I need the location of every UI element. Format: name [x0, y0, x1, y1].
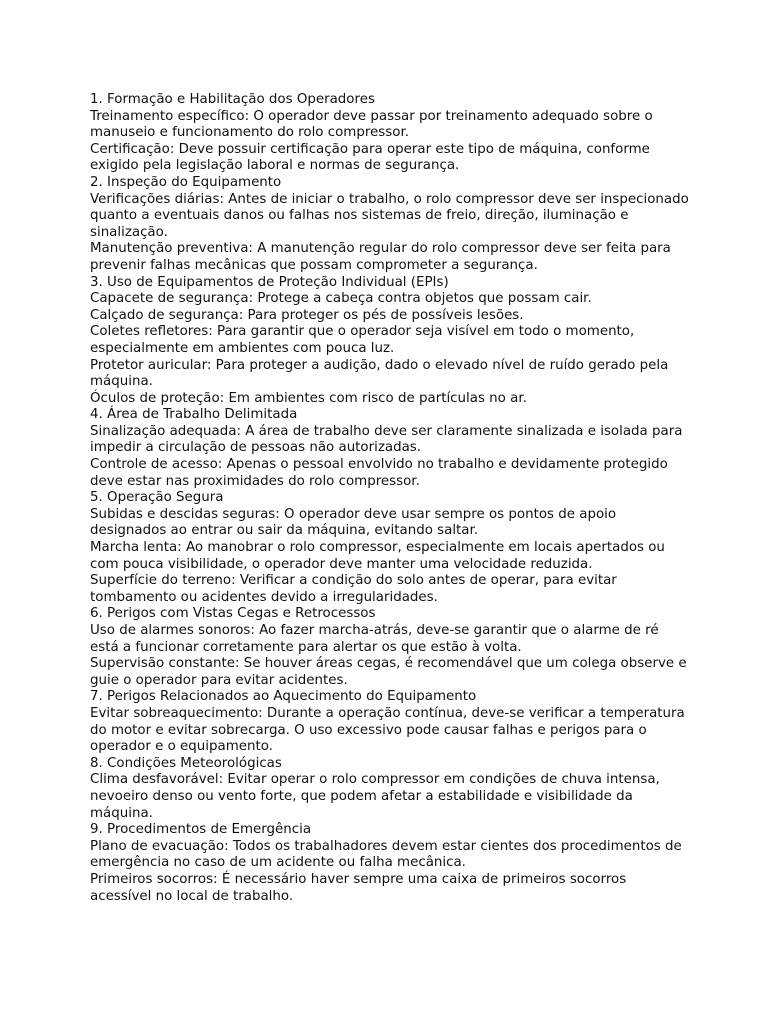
section-heading: 7. Perigos Relacionados ao Aquecimento do Equipamento — [90, 689, 477, 705]
paragraph: Treinamento específico: O operador deve passar por treinamento adequado sobre o manuseio e funcionamento do rolo compressor. — [90, 108, 657, 141]
paragraph: Protetor auricular: Para proteger a audição, dado o elevado nível de ruído gerado pela máquina. — [90, 357, 673, 390]
document-body — [90, 92, 694, 905]
section-heading: 2. Inspeção do Equipamento — [90, 174, 282, 190]
paragraph: Evitar sobreaquecimento: Durante a operação contínua, deve-se verificar a temperatura do motor e evitar sobrecarga. O uso excessivo pode causar falhas e perigos para o operador e o equipamento. — [90, 705, 690, 755]
paragraph: Supervisão constante: Se houver áreas cegas, é recomendável que um colega observe e guie o operador para evitar acidentes. — [90, 656, 691, 688]
paragraph: Calçado de segurança: Para proteger os pés de possíveis lesões. — [90, 307, 524, 323]
paragraph: Clima desfavorável: Evitar operar o rolo compressor em condições de chuva intensa, nevoeiro denso ou vento forte, que podem afetar a estabilidade e visibilidade da máquina. — [90, 772, 665, 821]
paragraph: Uso de alarmes sonoros: Ao fazer marcha-atrás, deve-se garantir que o alarme de ré está a funcionar corretamente para alertar os que estão à volta. — [90, 623, 663, 655]
paragraph: Coletes refletores: Para garantir que o operador seja visível em todo o momento, especialmente em ambientes com pouca luz. — [90, 324, 639, 356]
paragraph: Verificações diárias: Antes de iniciar o trabalho, o rolo compressor deve ser inspecionado quanto a eventuais danos ou falhas nos sistemas de freio, direção, iluminação e sinalização. — [90, 191, 694, 240]
section-heading: 1. Formação e Habilitação dos Operadores — [90, 92, 375, 107]
paragraph: Plano de evacuação: Todos os trabalhadores devem estar cientes dos procedimentos de emergência no caso de um acidente ou falha mecânica. — [90, 838, 687, 871]
paragraph: Manutenção preventiva: A manutenção regular do rolo compressor deve ser feita para prevenir falhas mecânicas que possam comprometer a segurança. — [90, 241, 676, 273]
section-heading: 9. Procedimentos de Emergência — [90, 822, 312, 838]
paragraph: Sinalização adequada: A área de trabalho deve ser claramente sinalizada e isolada para impedir a circulação de pessoas não autorizadas. — [90, 423, 687, 456]
section-heading: 6. Perigos com Vistas Cegas e Retrocessos — [90, 606, 376, 622]
paragraph: Certificação: Deve possuir certificação para operar este tipo de máquina, conforme exigido pela legislação laboral e normas de segurança. — [90, 141, 655, 174]
section-heading: 8. Condições Meteorológicas — [90, 755, 282, 771]
paragraph: Superfície do terreno: Verificar a condição do solo antes de operar, para evitar tombamento ou acidentes devido a irregularidades. — [90, 573, 622, 605]
paragraph: Capacete de segurança: Protege a cabeça contra objetos que possam cair. — [90, 291, 592, 307]
paragraph: Controle de acesso: Apenas o pessoal envolvido no trabalho e devidamente protegido deve estar nas proximidades do rolo compressor. — [90, 457, 673, 489]
section-heading: 4. Área de Trabalho Delimitada — [90, 407, 298, 423]
section-heading: 3. Uso de Equipamentos de Proteção Individual (EPIs) — [90, 274, 449, 290]
section-heading: 5. Operação Segura — [90, 490, 224, 506]
paragraph: Subidas e descidas seguras: O operador deve usar sempre os pontos de apoio designados ao entrar ou sair da máquina, evitando saltar. — [90, 506, 621, 539]
paragraph: Marcha lenta: Ao manobrar o rolo compressor, especialmente em locais apertados ou com pouca visibilidade, o operador deve manter uma velocidade reduzida. — [90, 540, 670, 572]
paragraph: Óculos de proteção: Em ambientes com risco de partículas no ar. — [90, 390, 527, 406]
paragraph: Primeiros socorros: É necessário haver sempre uma caixa de primeiros socorros acessível no local de trabalho. — [90, 871, 631, 904]
